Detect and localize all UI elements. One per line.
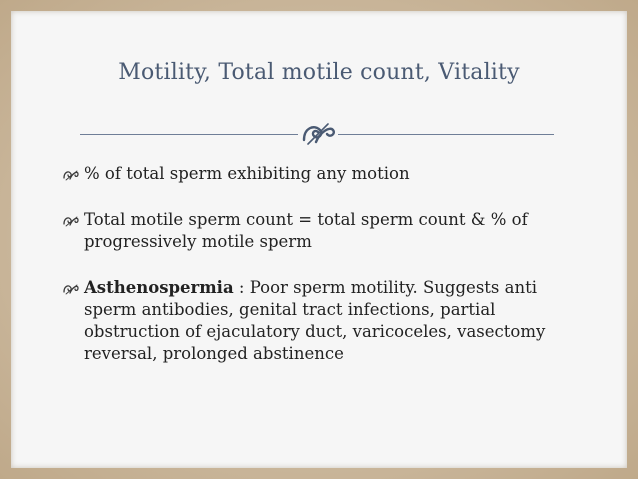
slide-title: Motility, Total motile count, Vitality <box>118 60 520 85</box>
bullet-item <box>62 209 592 253</box>
scroll-ornament-icon <box>298 118 338 148</box>
scroll-bullet-icon <box>62 169 80 181</box>
bullet-text: : Poor sperm motility. Suggests anti sperm antibodies, genital tract infections, partial obstruction of ejaculatory duct, varicoceles, vasectomy reversal, prolonged abstinence <box>84 278 546 363</box>
scroll-bullet-icon <box>62 215 80 227</box>
bullet-item <box>62 277 592 365</box>
bullet-item <box>62 163 592 185</box>
bullet-text: % of total sperm exhibiting any motion <box>84 164 410 183</box>
bullet-text: Total motile sperm count = total sperm count & % of progressively motile sperm <box>84 210 528 251</box>
bullet-list <box>62 163 592 365</box>
bullet-term: Asthenospermia <box>84 278 234 297</box>
scroll-bullet-icon <box>62 283 80 295</box>
